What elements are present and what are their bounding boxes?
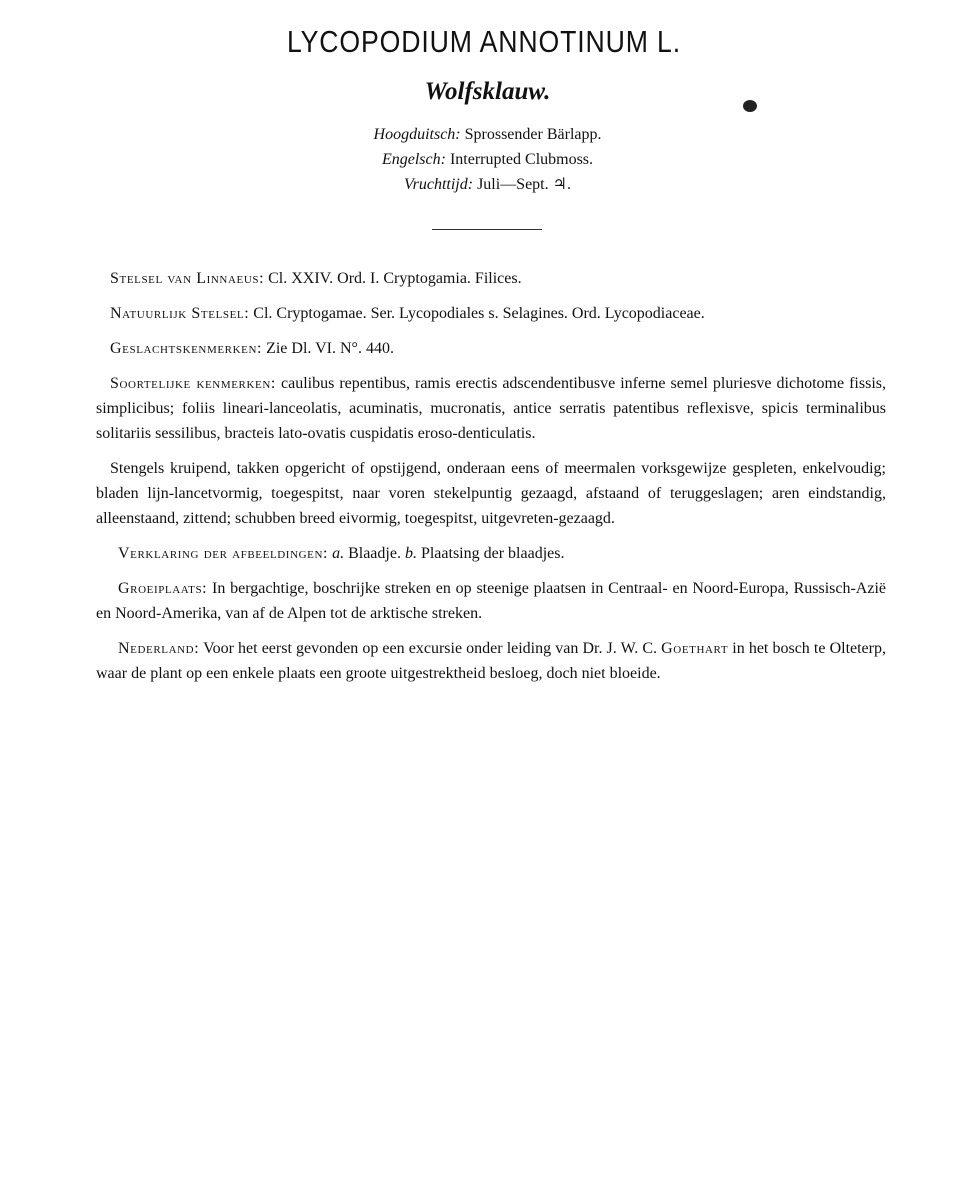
fruiting-value: Juli—Sept. ♃. (477, 176, 571, 193)
genus-text: Zie Dl. VI. N°. 440. (266, 340, 394, 357)
german-name-line (0, 122, 967, 147)
common-name: Wolfsklauw. (424, 78, 551, 105)
english-value: Interrupted Clubmoss. (449, 151, 594, 168)
figures-label: Verklaring der afbeeldingen: (118, 545, 329, 562)
netherlands-occurrence (96, 636, 886, 686)
linnaeus-system (96, 266, 886, 291)
species-characters (96, 371, 886, 446)
page-title: LYCOPODIUM ANNOTINUM L. (286, 24, 682, 59)
species-text: caulibus repentibus, ramis erectis adscendentibusve inferne semel pluriesve dichotome fissis, simplicibus; foliis lineari-lanceolatis, acuminatis, mucronatis, antice serratis patentibus reflexisve, spicis terminalibus solitariis sessilibus, bracteis lato-ovatis cuspidatis eroso-denticulatis. (96, 375, 887, 442)
habitat-label: Groeiplaats: (118, 580, 208, 597)
genus-label: Geslachtskenmerken: (110, 340, 263, 357)
divider-rule (432, 229, 542, 230)
vernacular-names (0, 122, 967, 197)
natural-system (96, 301, 886, 326)
fruiting-time-line (0, 172, 967, 197)
english-name-line (0, 147, 967, 172)
netherlands-text-continued: in het bosch te Olteterp, waar de plant op een enkele plaats een groote uitgestrektheid besloeg, doch niet bloeide. (96, 640, 886, 682)
figure-explanation (96, 541, 886, 566)
netherlands-text: Voor het eerst gevonden op een excursie onder leiding van Dr. J. W. C. (203, 640, 658, 657)
german-value: Sprossender Bärlapp. (464, 126, 602, 143)
figure-b-marker: b. (404, 545, 417, 562)
species-label: Soortelijke kenmerken: (110, 375, 276, 392)
netherlands-person-name: Goethart (661, 640, 729, 657)
netherlands-label: Nederland: (118, 640, 200, 657)
genus-characters (96, 336, 886, 361)
english-label: Engelsch: (381, 151, 446, 168)
figure-b-text: Plaatsing der blaadjes. (420, 545, 565, 562)
description-body (96, 266, 886, 696)
habitat-text: In bergachtige, boschrijke streken en op steenige plaatsen in Centraal- en Noord-Europa, Russisch-Azië en Noord-Amerika, van af de Alpen tot de arktische streken. (96, 580, 887, 622)
natural-label: Natuurlijk Stelsel: (110, 305, 250, 322)
fruiting-label: Vruchttijd: (404, 176, 474, 193)
linnaeus-label: Stelsel van Linnaeus: (110, 270, 265, 287)
figure-a-text: Blaadje. (348, 545, 401, 562)
dutch-description: Stengels kruipend, takken opgericht of opstijgend, onderaan eens of meermalen vorksgewijze gespleten, enkelvoudig; bladen lijn-lancetvormig, toegespitst, naar voren stekelpuntig gezaagd, afstaand of teruggeslagen; aren eindstandig, alleenstaand, zittend; schubben breed eivormig, toegespitst, uitgevreten-gezaagd. (96, 460, 886, 527)
ink-speck (743, 100, 757, 112)
natural-text: Cl. Cryptogamae. Ser. Lycopodiales s. Selagines. Ord. Lycopodiaceae. (253, 305, 705, 322)
figure-a-marker: a. (332, 545, 345, 562)
habitat (96, 576, 886, 626)
german-label: Hoogduitsch: (373, 126, 461, 143)
linnaeus-text: Cl. XXIV. Ord. I. Cryptogamia. Filices. (268, 270, 522, 287)
